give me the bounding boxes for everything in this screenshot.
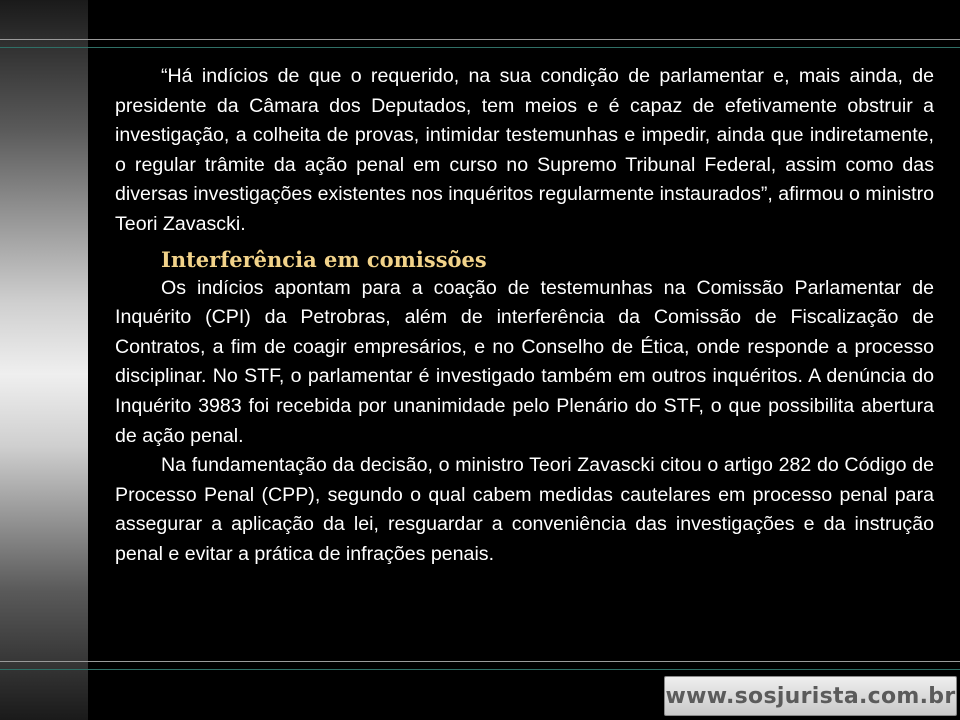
quote-paragraph: “Há indícios de que o requerido, na sua condição de parlamentar e, mais ainda, de presidente da Câmara dos Deputados, tem meios e é capaz de efetivamente obstruir a investigação, a colheita de provas, intimidar testemunhas e impedir, ainda que indiretamente, o regular trâmite da ação penal em curso no Supremo Tribunal Federal, assim como das diversas investigações existentes nos inquéritos regularmente instaurados”, afirmou o ministro Teori Zavascki. bbox=[115, 65, 934, 235]
section-heading: Interferência em comissões bbox=[161, 246, 487, 272]
slide-body bbox=[115, 62, 934, 570]
left-gradient-band bbox=[0, 0, 88, 720]
body-paragraph-1: Os indícios apontam para a coação de testemunhas na Comissão Parlamentar de Inquérito (CPI) da Petrobras, além de interferência da Comissão de Fiscalização de Contratos, a fim de coagir empresários, e no Conselho de Ética, onde responde a processo disciplinar. No STF, o parlamentar é investigado também em outros inquéritos. A denúncia do Inquérito 3983 foi recebida por unanimidade pelo Plenário do STF, o que possibilita abertura de ação penal. bbox=[115, 276, 934, 447]
bottom-rule-accent bbox=[0, 669, 960, 670]
bottom-rule bbox=[0, 661, 960, 662]
top-rule-accent bbox=[0, 47, 960, 48]
site-watermark bbox=[664, 676, 957, 716]
watermark-text: www.sosjurista.com.br bbox=[665, 683, 956, 709]
body-paragraph-2: Na fundamentação da decisão, o ministro Teori Zavascki citou o artigo 282 do Código de Processo Penal (CPP), segundo o qual cabem medidas cautelares em processo penal para assegurar a aplicação da lei, resguardar a conveniência das investigações e da instrução penal e evitar a prática de infrações penais. bbox=[115, 454, 934, 565]
top-rule bbox=[0, 39, 960, 40]
